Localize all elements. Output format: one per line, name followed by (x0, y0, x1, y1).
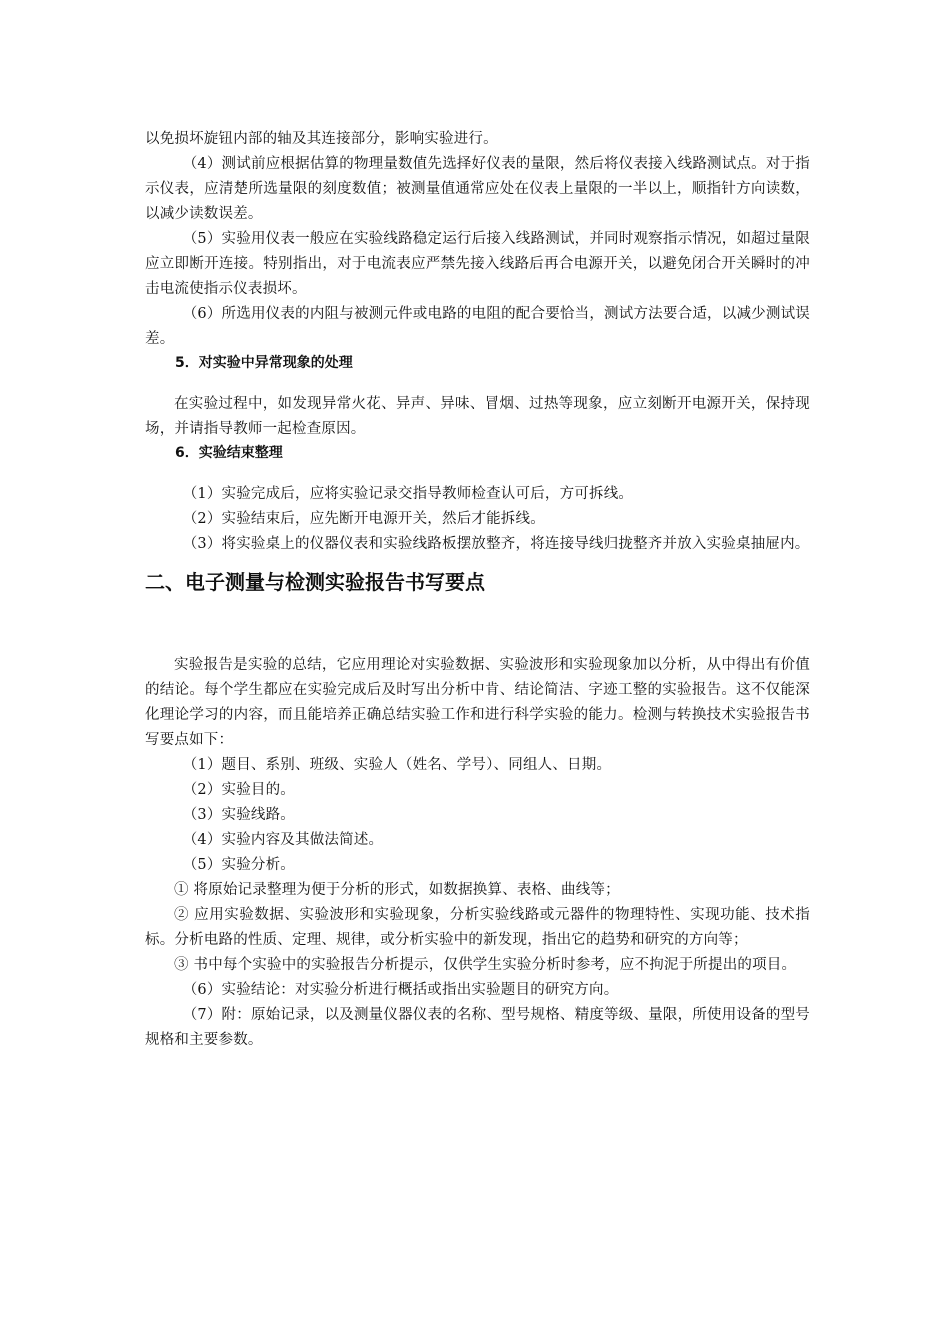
report-item-7: （7）附：原始记录，以及测量仪器仪表的名称、型号规格、精度等级、量限，所使用设备的型号规格和主要参数。 (145, 1007, 810, 1048)
paragraph-continuation: 以免损坏旋钮内部的轴及其连接部分，影响实验进行。 (145, 131, 498, 147)
paragraph-end-item-3: （3）将实验桌上的仪器仪表和实验线路板摆放整齐，将连接导线归拢整齐并放入实验桌抽屉内。 (182, 536, 810, 552)
report-item-4: （4）实验内容及其做法简述。 (182, 832, 384, 848)
analysis-point-2: ② 应用实验数据、实验波形和实验现象，分析实验线路或元器件的物理特性、实现功能、技术指标。分析电路的性质、定理、规律，或分析实验中的新发现，指出它的趋势和研究的方向等； (145, 907, 810, 948)
paragraph-item-6: （6）所选用仪表的内阻与被测元件或电路的电阻的配合要恰当，测试方法要合适，以减少测试误差。 (145, 306, 810, 347)
paragraph-end-item-1: （1）实验完成后，应将实验记录交指导教师检查认可后，方可拆线。 (182, 486, 634, 502)
report-item-3: （3）实验线路。 (182, 807, 296, 823)
paragraph-item-5: （5）实验用仪表一般应在实验线路稳定运行后接入线路测试，并同时观察指示情况，如超过量限应立即断开连接。特别指出，对于电流表应严禁先接入线路后再合电源开关，以避免闭合开关瞬时的冲击电流使指示仪表损坏。 (145, 231, 810, 297)
paragraph-item-4: （4）测试前应根据估算的物理量数值先选择好仪表的量限，然后将仪表接入线路测试点。对于指示仪表，应清楚所选量限的刻度数值；被测量值通常应处在仪表上量限的一半以上，顺指针方向读数，以减少读数误差。 (145, 156, 810, 222)
paragraph-end-item-2: （2）实验结束后，应先断开电源开关，然后才能拆线。 (182, 511, 545, 527)
section-heading-6: 6．实验结束整理 (175, 445, 283, 461)
section-heading-5: 5．对实验中异常现象的处理 (175, 355, 353, 371)
analysis-point-3: ③ 书中每个实验中的实验报告分析提示，仅供学生实验分析时参考，应不拘泥于所提出的项目。 (174, 957, 797, 973)
report-item-5: （5）实验分析。 (182, 857, 296, 873)
report-item-1: （1）题目、系别、班级、实验人（姓名、学号）、同组人、日期。 (182, 757, 612, 773)
report-item-2: （2）实验目的。 (182, 782, 296, 798)
document-page (145, 127, 810, 1053)
chapter-heading: 二、电子测量与检测实验报告书写要点 (145, 570, 485, 594)
analysis-point-1: ① 将原始记录整理为便于分析的形式，如数据换算、表格、曲线等； (174, 882, 620, 898)
report-item-6: （6）实验结论：对实验分析进行概括或指出实验题目的研究方向。 (182, 982, 619, 998)
paragraph-report-intro: 实验报告是实验的总结，它应用理论对实验数据、实验波形和实验现象加以分析，从中得出有价值的结论。每个学生都应在实验完成后及时写出分析中肯、结论简洁、字迹工整的实验报告。这不仅能深化理论学习的内容，而且能培养正确总结实验工作和进行科学实验的能力。检测与转换技术实验报告书写要点如下： (145, 657, 810, 748)
paragraph-abnormal-handling: 在实验过程中，如发现异常火花、异声、异味、冒烟、过热等现象，应立刻断开电源开关，保持现场，并请指导教师一起检查原因。 (145, 396, 810, 437)
